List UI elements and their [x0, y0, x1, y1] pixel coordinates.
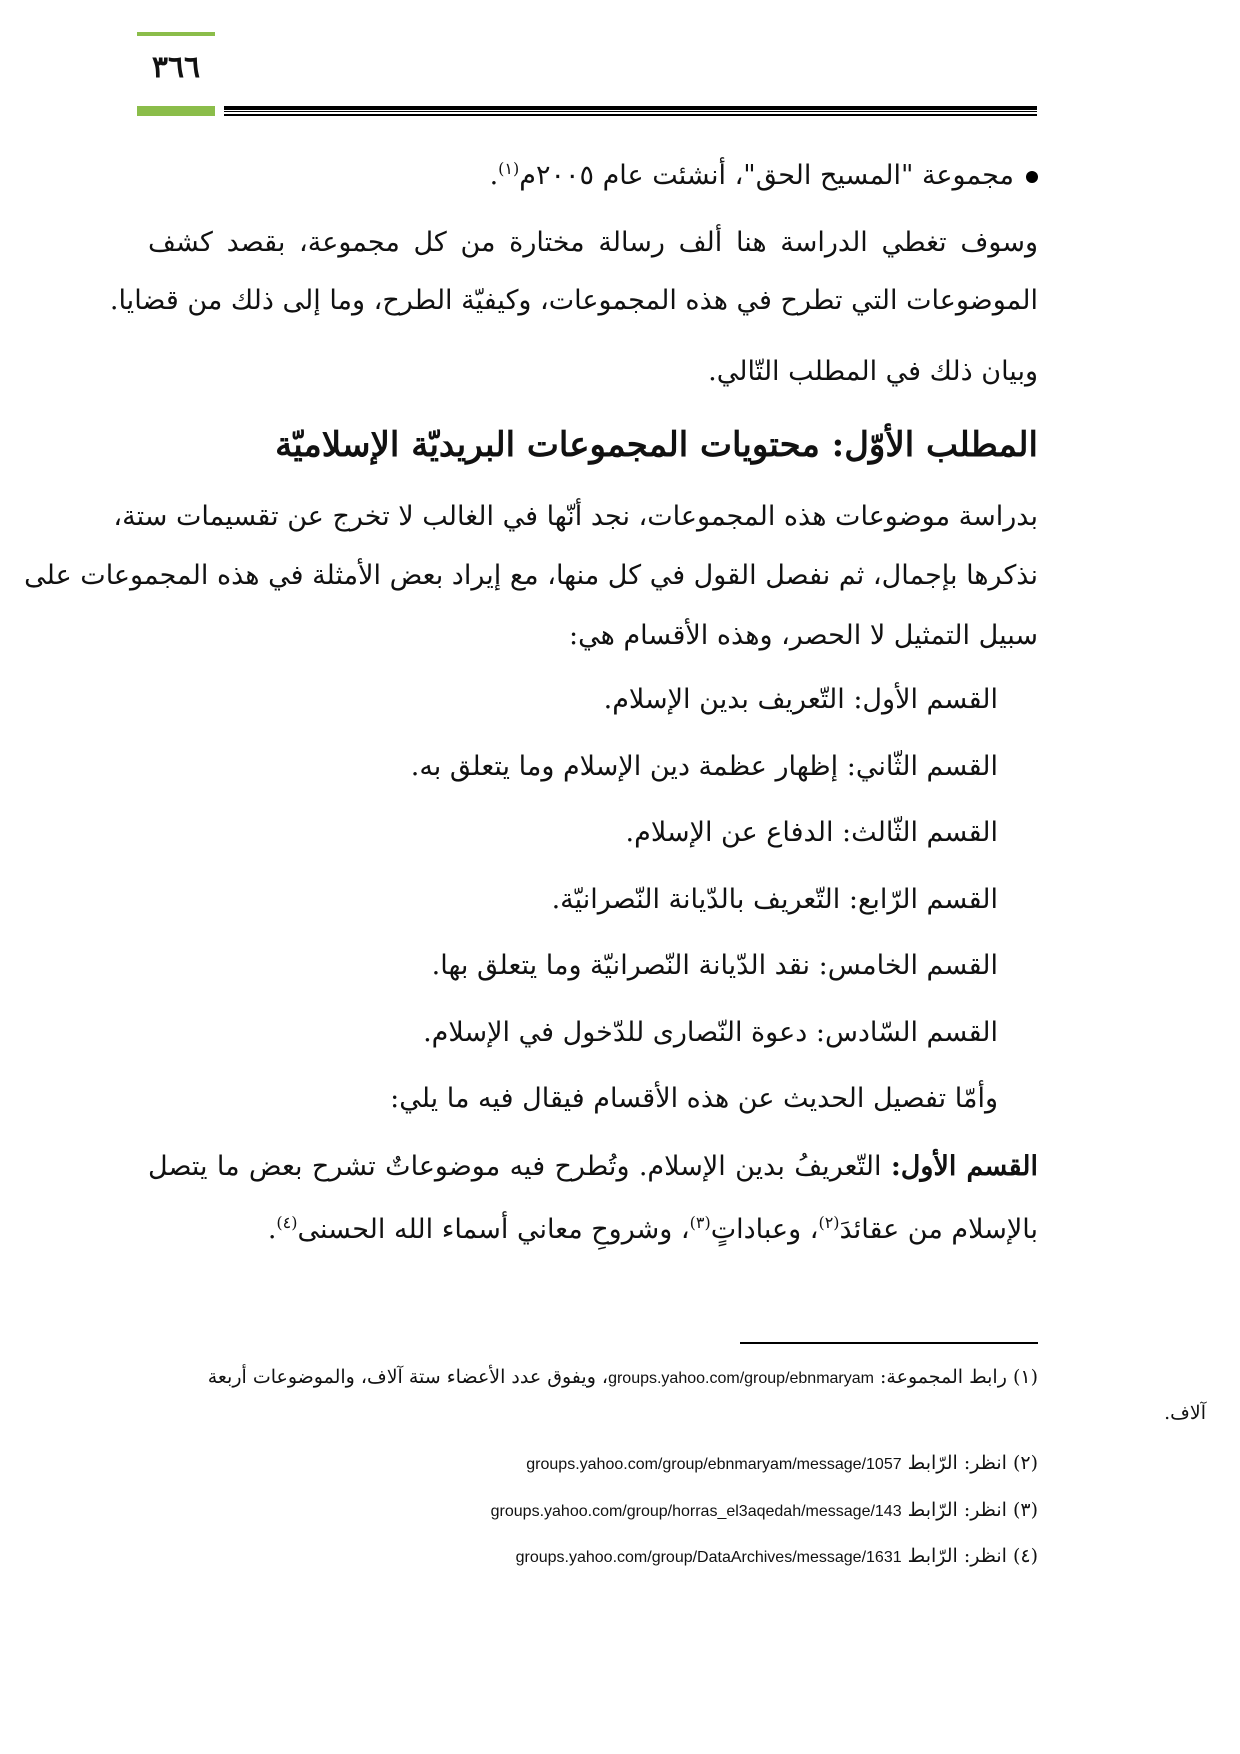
paragraph-line: الموضوعات التي تطرح في هذه المجموعات، وكيفيّة الطرح، وما إلى ذلك من قضايا.: [109, 285, 1038, 316]
header-black-rule: [224, 106, 1037, 116]
page-number: ٣٦٦: [151, 50, 201, 85]
footnote-3: (٣) انظر: الرّابط groups.yahoo.com/group/horras_el3aqedah/message/143: [490, 1499, 1038, 1521]
paragraph-line: نذكرها بإجمال، ثم نفصل القول في كل منها، مع إيراد بعض الأمثلة في هذه المجموعات على: [24, 560, 1038, 591]
bullet-item: مجموعة "المسيح الحق"، أنشئت عام ٢٠٠٥م$^{(١)}$.: [490, 156, 1038, 196]
list-item: القسم الرّابع: التّعريف بالدّيانة النّصرانيّة.: [551, 884, 998, 915]
list-item: القسم الأول: التّعريف بدين الإسلام.: [603, 684, 998, 715]
section-heading: المطلب الأوّل: محتويات المجموعات البريديّة الإسلاميّة: [275, 425, 1038, 465]
paragraph-line: بدراسة موضوعات هذه المجموعات، نجد أنّها في الغالب لا تخرج عن تقسيمات ستة،: [113, 501, 1038, 532]
footnote-2: (٢) انظر: الرّابط groups.yahoo.com/group/ebnmaryam/message/1057: [526, 1452, 1038, 1474]
list-item: القسم السّادس: دعوة النّصارى للدّخول في الإسلام.: [423, 1017, 998, 1048]
footnote-ref: (٤): [276, 1213, 298, 1232]
paragraph-line: وأمّا تفصيل الحديث عن هذه الأقسام فيقال فيه ما يلي:: [390, 1083, 998, 1114]
list-item: القسم الثّالث: الدفاع عن الإسلام.: [625, 817, 998, 848]
footnote-4: (٤) انظر: الرّابط groups.yahoo.com/group/DataArchives/message/1631: [515, 1545, 1038, 1567]
header-green-rule: [137, 106, 215, 116]
header-accent-bar: [137, 32, 215, 36]
paragraph-line: وسوف تغطي الدراسة هنا ألف رسالة مختارة من كل مجموعة، بقصد كشف: [148, 227, 1038, 258]
list-item: القسم الثّاني: إظهار عظمة دين الإسلام وما يتعلق به.: [410, 751, 998, 782]
paragraph-line: وبيان ذلك في المطلب التّالي.: [708, 356, 1038, 387]
bold-label: القسم الأول:: [890, 1151, 1038, 1182]
footnote-link: groups.yahoo.com/group/DataArchives/message/1631: [515, 1549, 902, 1566]
footnote-ref: (٢): [818, 1213, 840, 1232]
footnote-1-cont: آلاف.: [1164, 1402, 1206, 1424]
bullet-icon: [1026, 171, 1038, 183]
list-item: القسم الخامس: نقد الدّيانة النّصرانيّة وما يتعلق بها.: [431, 950, 998, 981]
footnote-link: groups.yahoo.com/group/horras_el3aqedah/message/143: [490, 1503, 902, 1520]
footnote-link: groups.yahoo.com/group/ebnmaryam: [608, 1370, 874, 1387]
footnote-ref: (١): [498, 159, 520, 178]
paragraph-line: سبيل التمثيل لا الحصر، وهذه الأقسام هي:: [569, 620, 1038, 651]
paragraph-line: بالإسلام من عقائدَ$^{(٢)}$، وعباداتٍ$^{(٣)}$، وشروحِ معاني أسماء الله الحسنى$^{(٤)}$.: [267, 1213, 1038, 1245]
footnote-link: groups.yahoo.com/group/ebnmaryam/message/1057: [526, 1456, 902, 1473]
footnote-ref: (٣): [689, 1213, 711, 1232]
footnote-1: (١) رابط المجموعة: groups.yahoo.com/group/ebnmaryam، ويفوق عدد الأعضاء ستة آلاف، والموضوعات أربعة: [207, 1366, 1038, 1388]
paragraph-line: القسم الأول: التّعريفُ بدين الإسلام. وتُطرح فيه موضوعاتٌ تشرح بعض ما يتصل: [148, 1151, 1038, 1182]
footnote-divider: [740, 1342, 1038, 1344]
